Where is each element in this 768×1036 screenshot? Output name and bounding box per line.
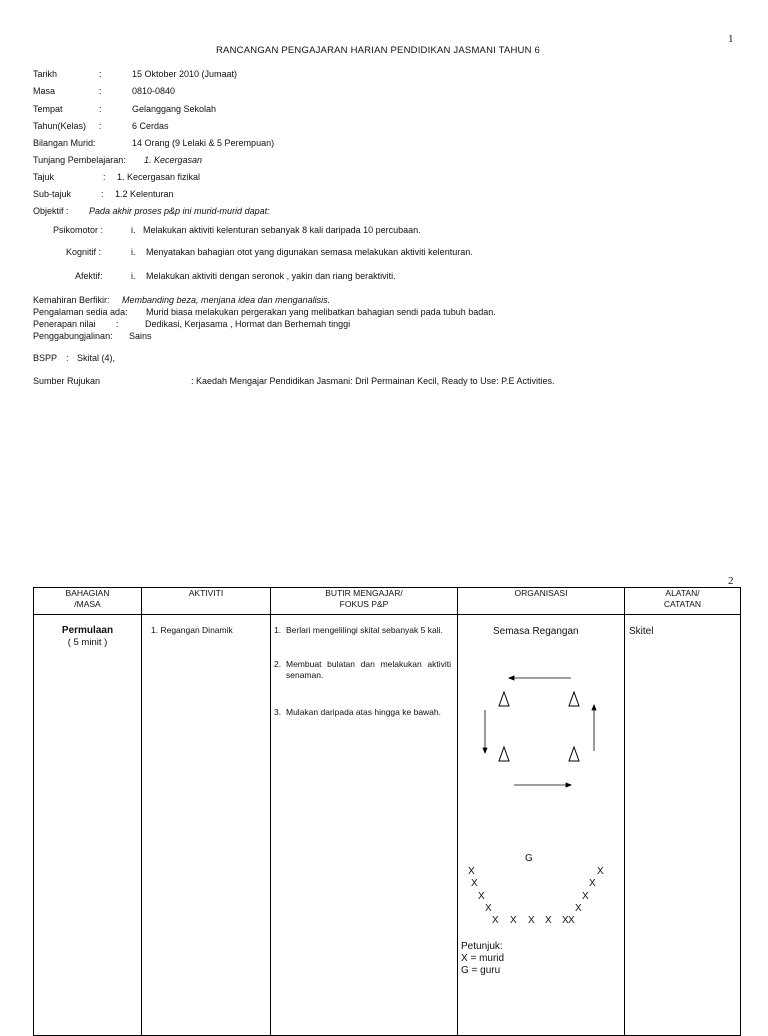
objective-num: i. bbox=[131, 247, 136, 257]
student-marker: X bbox=[485, 903, 492, 914]
arrow-right-icon bbox=[514, 783, 571, 787]
page-title: RANCANGAN PENGAJARAN HARIAN PENDIDIKAN JASMANI TAHUN 6 bbox=[216, 45, 541, 56]
objective-num: i. bbox=[131, 271, 136, 281]
arrow-down-icon bbox=[483, 710, 487, 753]
petunjuk-item: G = guru bbox=[461, 965, 501, 976]
tajuk-sep: : bbox=[103, 172, 106, 182]
student-marker: X bbox=[510, 915, 517, 926]
header-butir: BUTIR MENGAJAR/ FOKUS P&P bbox=[271, 588, 458, 615]
penggabungjalinan-value: Sains bbox=[129, 331, 152, 341]
arrow-up-icon bbox=[592, 705, 596, 751]
student-marker: X bbox=[597, 866, 604, 877]
penerapan-value: Dedikasi, Kerjasama , Hormat dan Berhemah tinggi bbox=[145, 319, 351, 329]
aktiviti-cell bbox=[142, 615, 271, 1036]
objective-num: i. bbox=[131, 225, 136, 235]
student-marker: X bbox=[582, 891, 589, 902]
butir-text: Berlari mengelilingi skital sebanyak 5 kali. bbox=[286, 625, 443, 635]
cone-icon bbox=[499, 747, 509, 761]
butir-text: Mulakan daripada atas hingga ke bawah. bbox=[286, 707, 441, 717]
student-marker: X bbox=[528, 915, 535, 926]
butir-cell bbox=[271, 615, 458, 1036]
field-sep: : bbox=[99, 86, 102, 96]
page-number: 1 bbox=[728, 33, 734, 45]
field-sep: : bbox=[99, 69, 102, 79]
student-marker: X bbox=[545, 915, 552, 926]
penerapan-label: Penerapan nilai bbox=[33, 319, 96, 329]
objective-text: Menyatakan bahagian otot yang digunakan semasa melakukan aktiviti kelenturan. bbox=[146, 247, 473, 257]
field-value: Gelanggang Sekolah bbox=[132, 104, 217, 114]
field-value: 15 Oktober 2010 (Jumaat) bbox=[132, 69, 238, 79]
page-number: 2 bbox=[728, 575, 734, 587]
objective-text: Melakukan aktiviti dengan seronok , yakin dan riang beraktiviti. bbox=[146, 271, 396, 281]
subtajuk-value: 1.2 Kelenturan bbox=[115, 189, 174, 199]
sumber-label: Sumber Rujukan bbox=[33, 376, 101, 386]
butir-text: Membuat bulatan dan melakukan aktiviti senaman. bbox=[286, 659, 451, 680]
subtajuk-sep: : bbox=[101, 189, 104, 199]
field-value: 6 Cerdas bbox=[132, 121, 169, 131]
objektif-label: Objektif : bbox=[33, 206, 69, 216]
objective-label: Psikomotor : bbox=[53, 225, 104, 235]
arrow-left-icon bbox=[509, 676, 571, 680]
bahagian-masa: ( 5 minit ) bbox=[67, 637, 108, 648]
bahagian-name: Permulaan bbox=[61, 625, 114, 636]
petunjuk-title: Petunjuk: bbox=[461, 941, 503, 952]
cone-icon bbox=[569, 747, 579, 761]
subtajuk-label: Sub-tajuk bbox=[33, 189, 72, 199]
field-label: Tahun(Kelas) bbox=[33, 121, 87, 131]
header-alatan: ALATAN/ CATATAN bbox=[625, 588, 741, 615]
field-label: Bilangan Murid: bbox=[33, 138, 96, 148]
petunjuk-item: X = murid bbox=[461, 953, 505, 964]
sumber-value: : Kaedah Mengajar Pendidikan Jasmani: Dril Permainan Kecil, Ready to Use: P.E Activities. bbox=[191, 376, 555, 386]
objective-label: Afektif: bbox=[75, 271, 103, 281]
student-marker: X bbox=[562, 915, 569, 926]
tajuk-value: 1. Kecergasan fizikal bbox=[117, 172, 201, 182]
tunjang-value: 1. Kecergasan bbox=[144, 155, 203, 165]
tunjang-label: Tunjang Pembelajaran: bbox=[33, 155, 126, 165]
pengalaman-label: Pengalaman sedia ada: bbox=[33, 307, 128, 317]
aktiviti-text: 1. Regangan Dinamik bbox=[151, 625, 233, 635]
field-sep: : bbox=[99, 121, 102, 131]
penerapan-sep: : bbox=[116, 319, 119, 329]
kemahiran-value: Membanding beza, menjana idea dan menganalisis. bbox=[122, 295, 331, 305]
objective-label: Kognitif : bbox=[66, 247, 102, 257]
bspp-value: Skital (4), bbox=[77, 353, 116, 363]
objective-text: Melakukan aktiviti kelenturan sebanyak 8 kali daripada 10 percubaan. bbox=[143, 225, 421, 235]
cone-icon bbox=[499, 692, 509, 706]
header-aktiviti: AKTIVITI bbox=[142, 588, 271, 615]
organisasi-title: Semasa Regangan bbox=[493, 626, 579, 637]
alatan-text: Skitel bbox=[629, 626, 654, 637]
penggabungjalinan-label: Penggabungjalinan: bbox=[33, 331, 113, 341]
bahagian-cell bbox=[34, 615, 142, 1036]
organisasi-cell bbox=[458, 615, 625, 1036]
butir-num: 2. bbox=[274, 659, 282, 669]
field-value: 0810-0840 bbox=[132, 86, 176, 96]
student-marker: X bbox=[471, 878, 478, 889]
student-marker: X bbox=[468, 866, 475, 877]
table-row bbox=[34, 615, 741, 1036]
field-label: Masa bbox=[33, 86, 56, 96]
alatan-cell bbox=[625, 615, 741, 1036]
lesson-table bbox=[33, 587, 741, 1036]
butir-num: 1. bbox=[274, 625, 282, 635]
header-bahagian: BAHAGIAN /MASA bbox=[34, 588, 142, 615]
header-organisasi: ORGANISASI bbox=[458, 588, 625, 615]
table-header-row bbox=[34, 588, 741, 615]
cone-icon bbox=[569, 692, 579, 706]
tajuk-label: Tajuk bbox=[33, 172, 55, 182]
teacher-marker: G bbox=[525, 853, 533, 864]
student-marker: X bbox=[478, 891, 485, 902]
field-sep: : bbox=[99, 104, 102, 114]
pengalaman-value: Murid biasa melakukan pergerakan yang melibatkan bahagian sendi pada tubuh badan. bbox=[146, 307, 496, 317]
butir-num: 3. bbox=[274, 707, 282, 717]
student-marker: X bbox=[492, 915, 499, 926]
field-value: 14 Orang (9 Lelaki & 5 Perempuan) bbox=[132, 138, 275, 148]
student-marker: X bbox=[575, 903, 582, 914]
kemahiran-label: Kemahiran Berfikir: bbox=[33, 295, 110, 305]
bspp-label: BSPP bbox=[33, 353, 58, 363]
field-label: Tarikh bbox=[33, 69, 58, 79]
objektif-value: Pada akhir proses p&p ini murid-murid dapat: bbox=[89, 206, 270, 216]
bspp-sep: : bbox=[66, 353, 69, 363]
student-marker: X bbox=[568, 915, 575, 926]
student-marker: X bbox=[589, 878, 596, 889]
field-label: Tempat bbox=[33, 104, 63, 114]
